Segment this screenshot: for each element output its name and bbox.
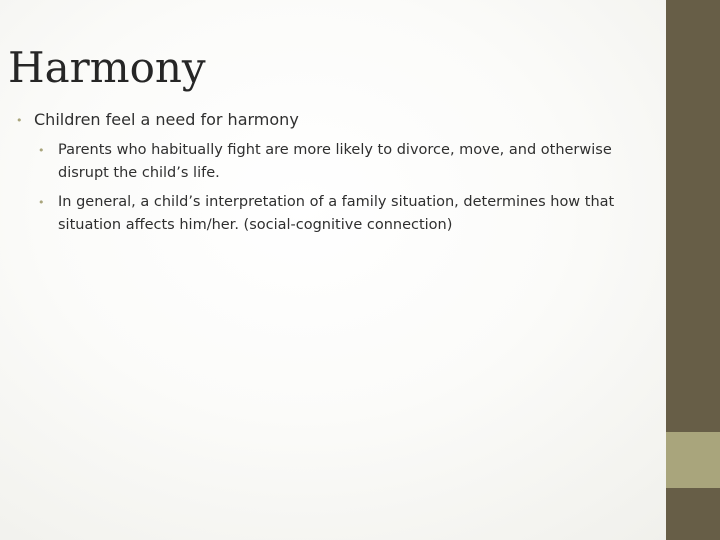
sidebar-accent-dark-top [666,0,720,432]
bullet-level2 [38,139,638,185]
bullet-icon: • [38,144,45,157]
bullet-level1 [16,108,656,133]
sidebar-accent-light [666,432,720,488]
sidebar-accent-dark-bottom [666,488,720,540]
bullet-text: Children feel a need for harmony [34,110,299,129]
bullet-text: Parents who habitually fight are more likely to divorce, move, and otherwise disrupt the child’s life. [58,142,612,181]
bullet-icon: • [38,196,45,209]
slide-title: Harmony [8,43,206,92]
bullet-text: In general, a child’s interpretation of a family situation, determines how that situation affects him/her. (social-cognitive connection) [58,194,615,233]
bullet-level2 [38,191,638,237]
bullet-icon: • [16,114,23,127]
